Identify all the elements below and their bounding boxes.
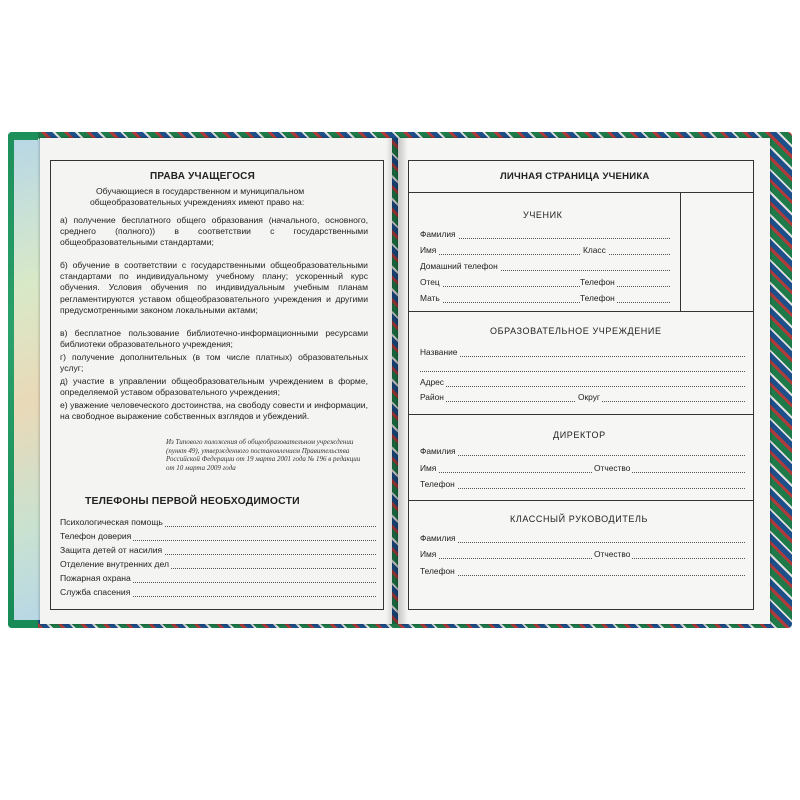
student-class-field[interactable]: Класс: [583, 245, 670, 257]
student-heading: УЧЕНИК: [523, 210, 563, 220]
director-phone-field[interactable]: Телефон: [420, 479, 745, 491]
student-surname-field[interactable]: Фамилия: [420, 229, 670, 241]
phone-row-police: Отделение внутренних дел: [60, 559, 376, 572]
director-heading: ДИРЕКТОР: [553, 430, 606, 440]
rights-item-f: е) уважение человеческого достоинства, на свободу совести и информации, на свободное выражение собственных взглядов и убеждений.: [60, 400, 368, 422]
school-district-field[interactable]: Район: [420, 392, 575, 404]
rights-item-a: а) получение бесплатного общего образования (начального, основного, среднего (полного)) в соответствии с государственными общеобразовательными стандартами;: [60, 215, 368, 248]
teacher-name-field[interactable]: Имя: [420, 549, 592, 561]
divider-school-top: [408, 311, 753, 312]
student-mother-phone-field[interactable]: Телефон: [580, 293, 670, 305]
phones-title: ТЕЛЕФОНЫ ПЕРВОЙ НЕОБХОДИМОСТИ: [85, 496, 300, 507]
divider-director-top: [408, 414, 753, 415]
director-surname-field[interactable]: Фамилия: [420, 446, 745, 458]
phone-row-fire: Пожарная охрана: [60, 573, 376, 586]
rights-citation: Из Типового положения об общеобразовательном учреждении (пункт 49), утвержденного постановлением Правительства Российской Федерации от 19 марта 2001 года № 196 в редакции от 10 марта 2009 года: [166, 438, 361, 472]
phone-row-psych: Психологическая помощь: [60, 517, 376, 530]
rights-item-b: б) обучение в соответствии с государственными общеобразовательными стандартами по индивидуальному учебному плану; ускоренный курс обучения. Условия обучения по индивидуальным учебным планам регламентируются уставом общеобразовательного учреждения и другими предусмотренными законом локальными актами;: [60, 260, 368, 315]
divider-teacher-top: [408, 500, 753, 501]
rights-item-c: в) бесплатное пользование библиотечно-информационными ресурсами библиотеки образовательного учреждения;: [60, 328, 368, 350]
phone-row-trust: Телефон доверия: [60, 531, 376, 544]
class-teacher-heading: КЛАССНЫЙ РУКОВОДИТЕЛЬ: [510, 514, 649, 524]
rights-title: ПРАВА УЧАЩЕГОСЯ: [150, 171, 255, 182]
school-heading: ОБРАЗОВАТЕЛЬНОЕ УЧРЕЖДЕНИЕ: [490, 326, 662, 336]
rights-item-d: г) получение дополнительных (в том числе платных) образовательных услуг;: [60, 352, 368, 374]
school-okrug-field[interactable]: Округ: [578, 392, 745, 404]
student-page-title: ЛИЧНАЯ СТРАНИЦА УЧЕНИКА: [500, 171, 650, 182]
book-gutter: [386, 138, 408, 624]
student-father-phone-field[interactable]: Телефон: [580, 277, 670, 289]
teacher-patronymic-field[interactable]: Отчество: [594, 549, 745, 561]
rights-item-e: д) участие в управлении общеобразовательным учреждением в форме, определяемой уставом образовательного учреждения;: [60, 376, 368, 398]
teacher-surname-field[interactable]: Фамилия: [420, 533, 745, 545]
phone-row-rescue: Служба спасения: [60, 587, 376, 600]
rights-intro-2: общеобразовательных учреждениях имеют право на:: [90, 197, 305, 207]
school-name-extra-line: [420, 371, 745, 372]
school-address-field[interactable]: Адрес: [420, 377, 745, 389]
director-patronymic-field[interactable]: Отчество: [594, 463, 745, 475]
student-home-phone-field[interactable]: Домашний телефон: [420, 261, 670, 273]
phone-row-child-protection: Защита детей от насилия: [60, 545, 376, 558]
director-name-field[interactable]: Имя: [420, 463, 592, 475]
rights-intro-1: Обучающиеся в государственном и муниципальном: [96, 186, 305, 196]
photo-box: [681, 193, 751, 310]
teacher-phone-field[interactable]: Телефон: [420, 566, 745, 578]
student-father-field[interactable]: Отец: [420, 277, 580, 289]
student-mother-field[interactable]: Мать: [420, 293, 580, 305]
school-name-field[interactable]: Название: [420, 347, 745, 359]
student-name-field[interactable]: Имя: [420, 245, 580, 257]
